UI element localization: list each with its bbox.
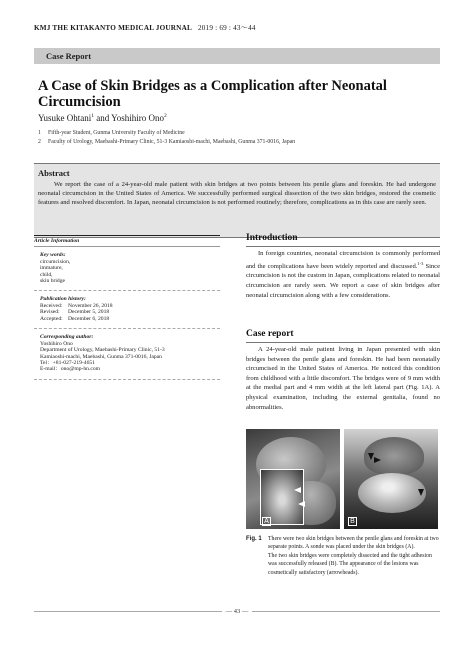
section-divider — [246, 342, 440, 343]
figure-caption — [246, 535, 440, 577]
abstract-heading: Abstract — [38, 168, 70, 178]
affiliations — [38, 129, 438, 147]
introduction-text — [246, 249, 440, 300]
history-date: November 26, 2018 — [68, 303, 113, 310]
page-number — [0, 608, 474, 615]
history-key: Received: — [40, 303, 63, 310]
corresponding-email: E-mail：ono@mp-hn.com — [40, 366, 100, 373]
history-date: December 6, 2018 — [68, 315, 110, 322]
abstract-box — [34, 163, 440, 238]
page-number-text: ― 43 ― — [222, 608, 253, 615]
journal-name: KMJ THE KITAKANTO MEDICAL JOURNAL — [34, 24, 192, 32]
caption-paragraph: There were two skin bridges between the penile glans and foreskin at two separate points. A sonde was placed under the skin bridges (A). — [268, 536, 439, 551]
article-type: Case Report — [46, 51, 92, 61]
case-report-heading: Case report — [246, 329, 294, 339]
corresponding-block — [34, 329, 220, 379]
history-block — [34, 291, 220, 329]
author-affil-sup: 2 — [164, 113, 167, 119]
journal-citation: 2019 : 69 : 43～44 — [197, 24, 256, 32]
affiliation-row — [38, 138, 438, 147]
affiliation-text: Fifth-year Student, Gunma University Faculty of Medicine — [48, 130, 185, 136]
corresponding-address: Department of Urology, Maebashi-Primary Clinic, 51-3 — [40, 347, 165, 354]
arrowhead-icon — [374, 457, 381, 463]
panel-label-b: B — [348, 517, 357, 526]
keyword: skin bridge — [40, 277, 66, 284]
affiliation-text: Faculty of Urology, Maebashi-Primary Clinic, 51-3 Kamiaoshi-machi, Maebashi, Gunma 371-0016, Japan — [48, 139, 296, 145]
photo-region — [358, 473, 426, 513]
corresponding-phone: Tel：+81-027-219-4651 — [40, 359, 95, 366]
history-row — [40, 316, 220, 322]
corresponding-name: Yoshihiro Ono — [40, 341, 73, 348]
introduction-text-part: In foreign countries, neonatal circumcision is commonly performed and the complications have been widely reported and discussed. — [246, 250, 440, 270]
journal-header — [34, 23, 256, 33]
article-info-heading: Article Information — [34, 235, 220, 247]
caption-paragraph: The two skin bridges were completely dissected and the tight adhesion was successfully released (B). The appearance of the lesions was cosmetically satisfactory (arrowheads). — [268, 552, 432, 576]
corresponding-label: Corresponding author: — [40, 334, 94, 341]
citation-sup: 1-3 — [417, 260, 424, 266]
authors — [38, 113, 167, 123]
corresponding-address: Kamiaoshi-machi, Maebashi, Gunma 371-0016, Japan — [40, 353, 162, 360]
keywords-label: Key words: — [40, 252, 66, 258]
figure-caption-text — [268, 535, 440, 577]
keyword: child, — [40, 271, 53, 278]
figure-panel-a-photo — [246, 429, 340, 529]
figure-1 — [246, 429, 438, 529]
arrowhead-icon — [294, 487, 301, 493]
author-name: Yoshihiro Ono — [111, 113, 165, 123]
keywords-block — [34, 247, 220, 291]
keyword: circumcision, — [40, 259, 71, 265]
author-affil-sup: 1 — [91, 113, 94, 119]
abstract-text: We report the case of a 24-year-old male patient with skin bridges at two points between his penile glans and foreskin. He had undergone neonatal circumcision in the United States of America. We successfully performed surgical dissection of the two skin bridges, restored the cosmetic features and resolved discomfort. In Japan, neonatal circumcision is not performed routinely; therefore, complications as in this case are rarely seen. — [38, 181, 436, 207]
article-information — [34, 235, 220, 380]
figure-panel-b-photo — [344, 429, 438, 529]
author-conjunction: and — [94, 113, 112, 123]
affiliation-number: 2 — [38, 139, 41, 145]
history-date: December 5, 2018 — [68, 309, 110, 316]
figure-label: Fig. 1 — [246, 536, 262, 542]
history-key: Accepted: — [40, 315, 63, 322]
arrowhead-icon — [298, 501, 305, 507]
panel-label-a: A — [262, 517, 271, 526]
section-divider — [246, 246, 440, 247]
affiliation-row — [38, 129, 438, 138]
author-name: Yusuke Ohtani — [38, 113, 92, 123]
introduction-heading: Introduction — [246, 233, 298, 243]
article-title: A Case of Skin Bridges as a Complication after Neonatal Circumcision — [38, 78, 387, 110]
case-report-text: A 24-year-old male patient living in Japan presented with skin bridges between the penile glans and foreskin. He had been neonatally circumcised in the United States of America. He noticed this condition from childhood with a little discomfort. The bridges were of 9 mm width at the medial part and 4 mm width at the left lateral part (Fig. 1A). A physical examination, including the external genitalia, found no abnormalities. — [246, 346, 440, 411]
history-key: Revised: — [40, 309, 60, 316]
arrowhead-icon — [418, 489, 424, 496]
article-type-bar — [34, 48, 440, 64]
introduction-text-part: Since circumcision is not the custom in Japan, complications related to neonatal circumcision are rarely seen. We report a case of skin bridges after neonatal circumcision along with a few considerations. — [246, 262, 440, 299]
keyword: immature, — [40, 265, 63, 272]
affiliation-number: 1 — [38, 130, 41, 136]
history-label: Publication history: — [40, 296, 86, 303]
